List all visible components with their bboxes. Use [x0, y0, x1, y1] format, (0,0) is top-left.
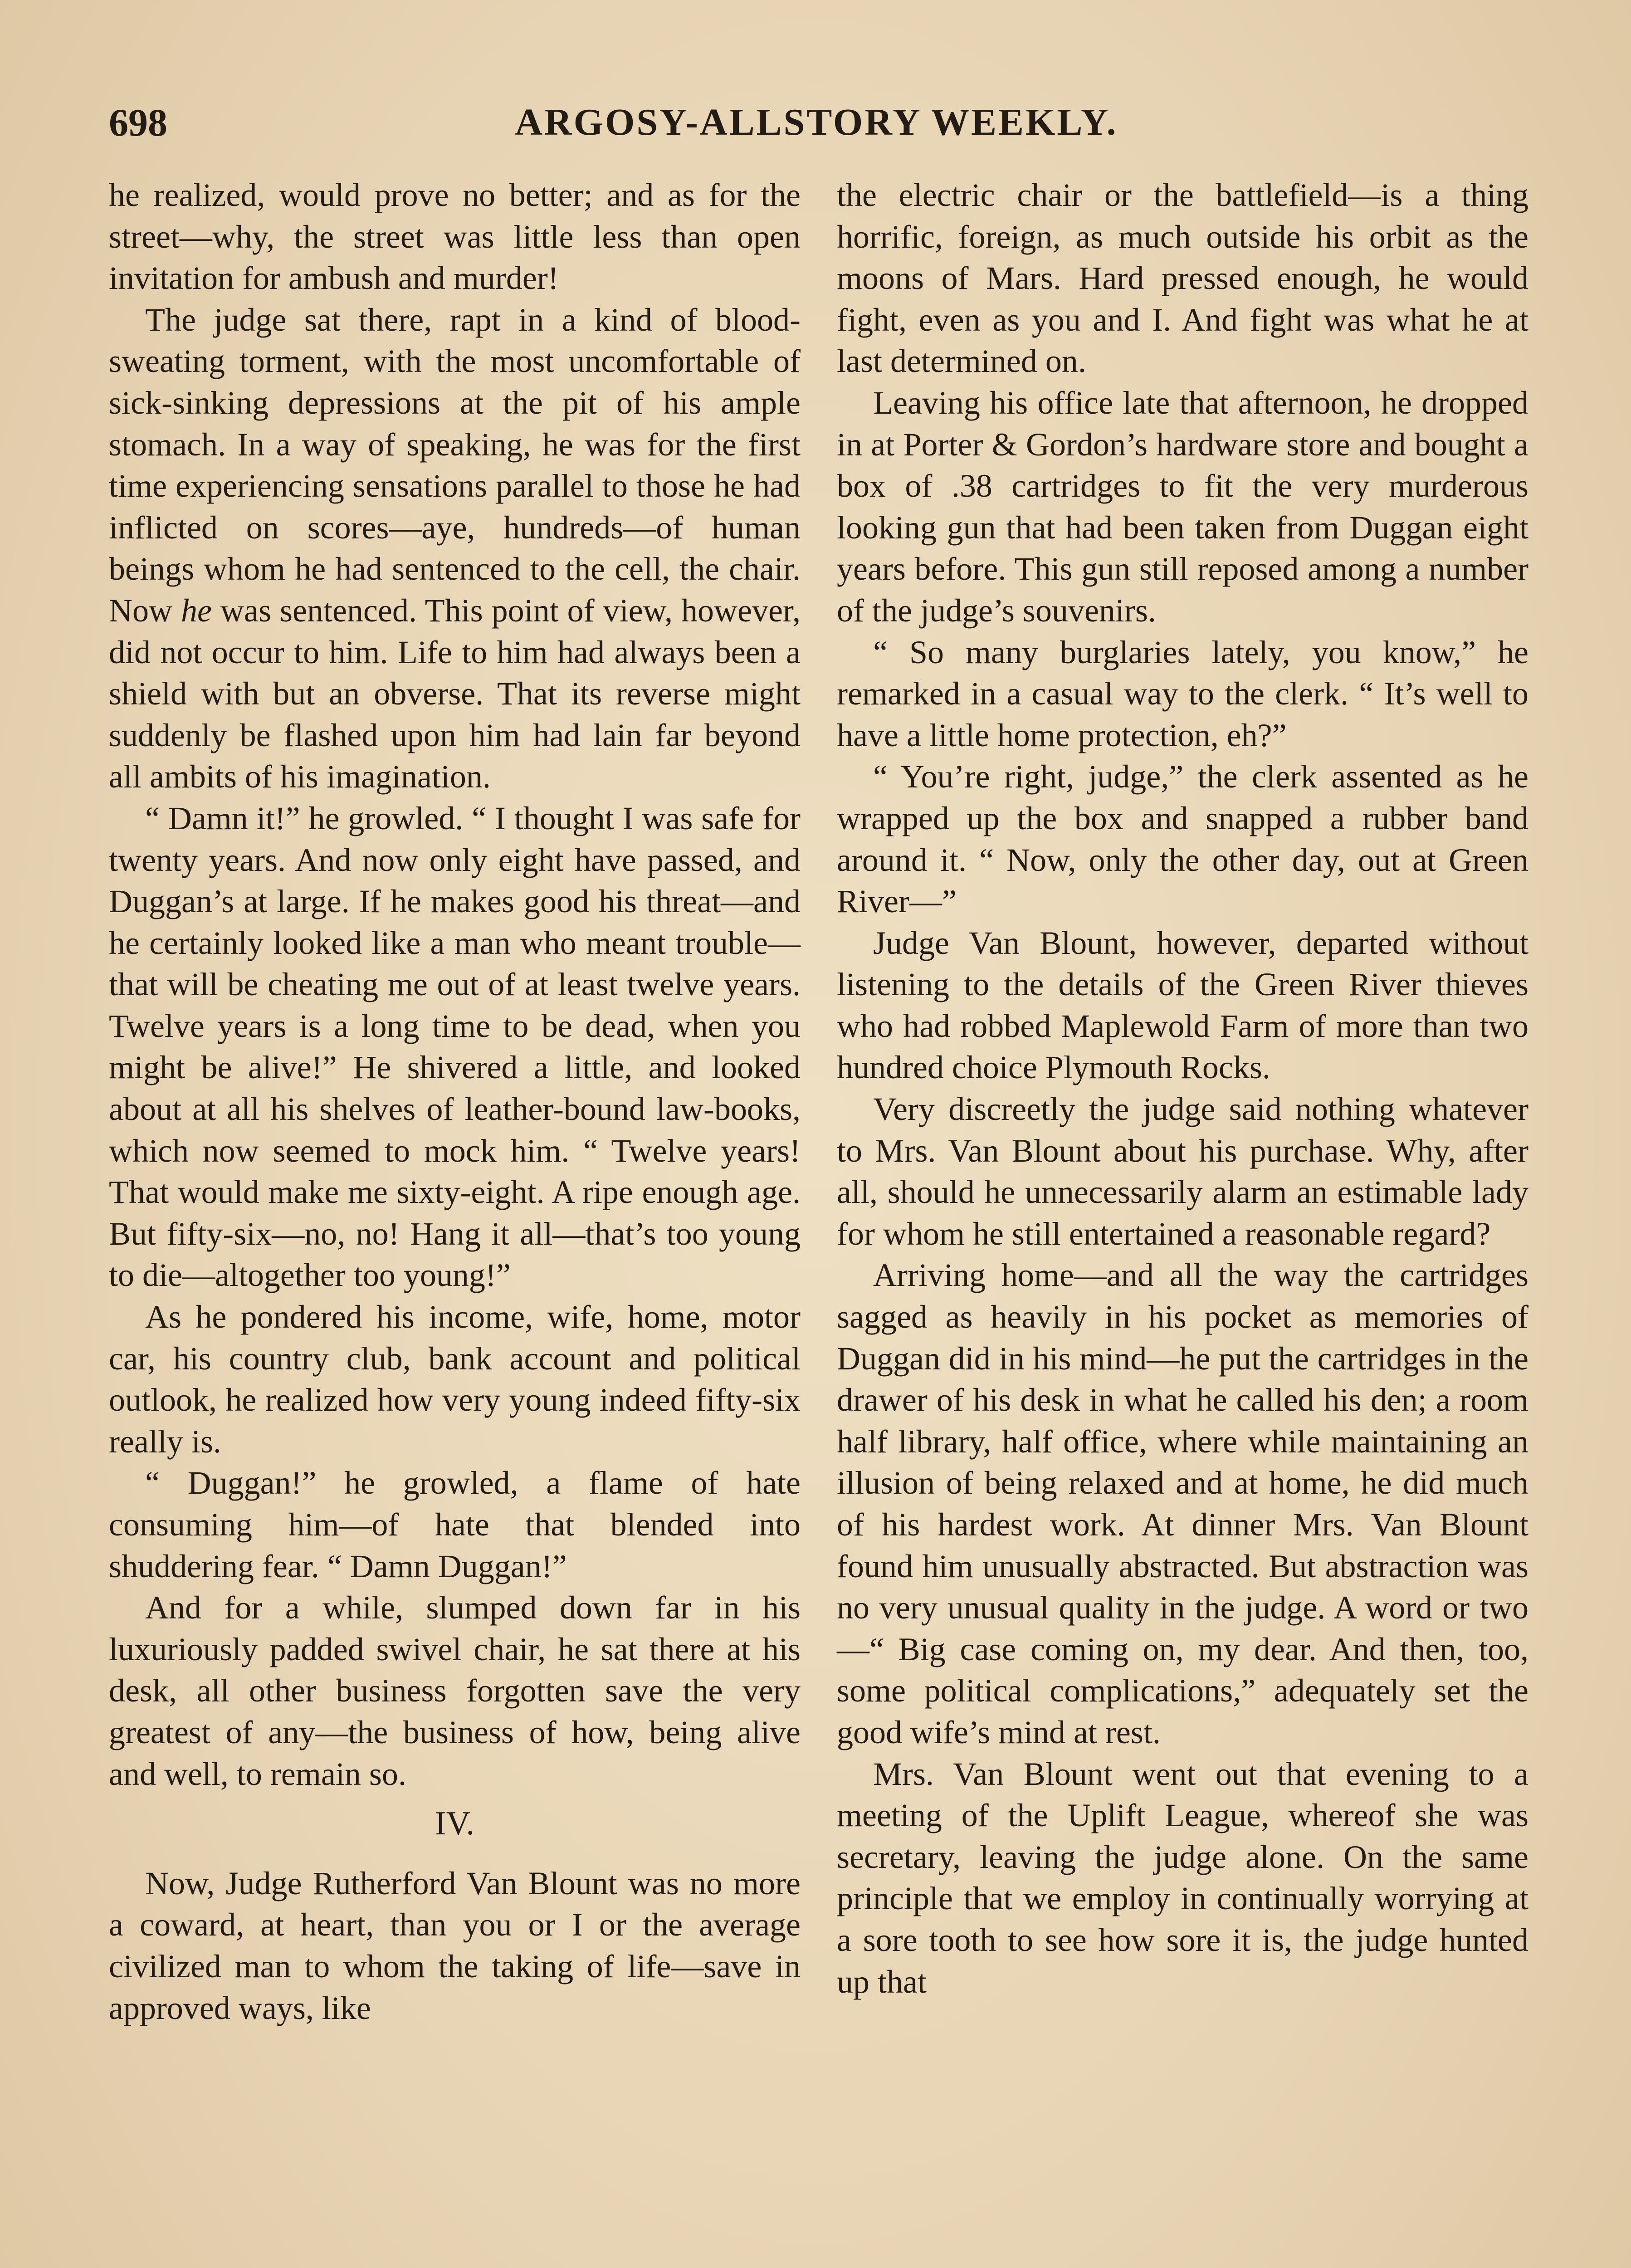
- paragraph: “ Damn it!” he growled. “ I thought I was safe for twenty years. And now only eight have passed, and Duggan’s at large. If he makes good his threat—and he certainly looked like a man who meant trouble—that will be cheating me out of at least twelve years. Twelve years is a long time to be dead, when you might be alive!” He shivered a little, and looked about at all his shelves of leather-bound law-books, which now seemed to mock him. “ Twelve years! That would make me sixty-eight. A ripe enough age. But fifty-six—no, no! Hang it all—that’s too young to die—altogether too young!”: [109, 800, 801, 1294]
- paragraph-text: was sentenced. This point of view, however, did not occur to him. Life to him had always been a shield with but an obverse. That its reverse might suddenly be flashed upon him had lain far beyond all ambits of his imagination.: [109, 592, 801, 795]
- paragraph: he realized, would prove no better; and as for the street—why, the street was little less than open invitation for ambush and murder!: [109, 177, 801, 297]
- paragraph: Now, Judge Rutherford Van Blount was no more a coward, at heart, than you or I or the average civilized man to whom the taking of life—save in approved ways, like: [109, 1865, 801, 2026]
- paragraph-text: The judge sat there, rapt in a kind of blood-sweating torment, with the most uncomfortable of sick-sinking depressions at the pit of his ample stomach. In a way of speaking, he was for the first time experiencing sensations parallel to those he had inflicted on scores—aye, hundreds—of human beings whom he had sentenced to the cell, the chair. Now: [109, 301, 801, 629]
- paragraph: Judge Van Blount, however, departed without listening to the details of the Green River thieves who had robbed Maplewold Farm of more than two hundred choice Plymouth Rocks.: [837, 924, 1528, 1086]
- right-column: [837, 175, 1528, 2003]
- left-column: [109, 175, 801, 2029]
- running-head: ARGOSY-ALLSTORY WEEKLY.: [515, 101, 1118, 143]
- paragraph: Leaving his office late that afternoon, he dropped in at Porter & Gordon’s hardware store and bought a box of .38 cartridges to fit the very murderous looking gun that had been taken from Duggan eight years before. This gun still reposed among a number of the judge’s souvenirs.: [837, 384, 1528, 629]
- paragraph: “ Duggan!” he growled, a flame of hate consuming him—of hate that blended into shuddering fear. “ Damn Duggan!”: [109, 1465, 801, 1584]
- paragraph: the electric chair or the battlefield—is a thing horrific, foreign, as much outside his orbit as the moons of Mars. Hard pressed enough, he would fight, even as you and I. And fight was what he at last determined on.: [837, 177, 1528, 380]
- paragraph: “ You’re right, judge,” the clerk assented as he wrapped up the box and snapped a rubber band around it. “ Now, only the other day, out at Green River—”: [837, 758, 1528, 920]
- emphasis-text: he: [181, 592, 212, 629]
- page-number: 698: [109, 101, 167, 144]
- paragraph: And for a while, slumped down far in his luxuriously padded swivel chair, he sat there at his desk, all other business forgotten save the very greatest of any—the business of how, being alive and well, to remain so.: [109, 1589, 801, 1792]
- page-header: [109, 98, 1524, 147]
- paragraph: As he pondered his income, wife, home, motor car, his country club, bank account and political outlook, he realized how very young indeed fifty-six really is.: [109, 1299, 801, 1460]
- paragraph: Very discreetly the judge said nothing whatever to Mrs. Van Blount about his purchase. Why, after all, should he unnecessarily alarm an estimable lady for whom he still entertained a reasonable regard?: [837, 1091, 1528, 1252]
- section-heading: IV.: [435, 1805, 475, 1843]
- paragraph: “ So many burglaries lately, you know,” he remarked in a casual way to the clerk. “ It’s well to have a little home protection, eh?”: [837, 634, 1528, 753]
- paragraph: Arriving home—and all the way the cartridges sagged as heavily in his pocket as memories of Duggan did in his mind—he put the cartridges in the drawer of his desk in what he called his den; a room half library, half office, where while maintaining an illusion of being relaxed and at home, he did much of his hardest work. At dinner Mrs. Van Blount found him unusually abstracted. But abstraction was no very unusual quality in the judge. A word or two—“ Big case coming on, my dear. And then, too, some political complications,” adequately set the good wife’s mind at rest.: [837, 1257, 1528, 1750]
- paragraph: Mrs. Van Blount went out that evening to a meeting of the Uplift League, whereof she was secretary, leaving the judge alone. On the same principle that we employ in continually worrying at a sore tooth to see how sore it is, the judge hunted up that: [837, 1755, 1528, 2000]
- paragraph: [109, 299, 801, 798]
